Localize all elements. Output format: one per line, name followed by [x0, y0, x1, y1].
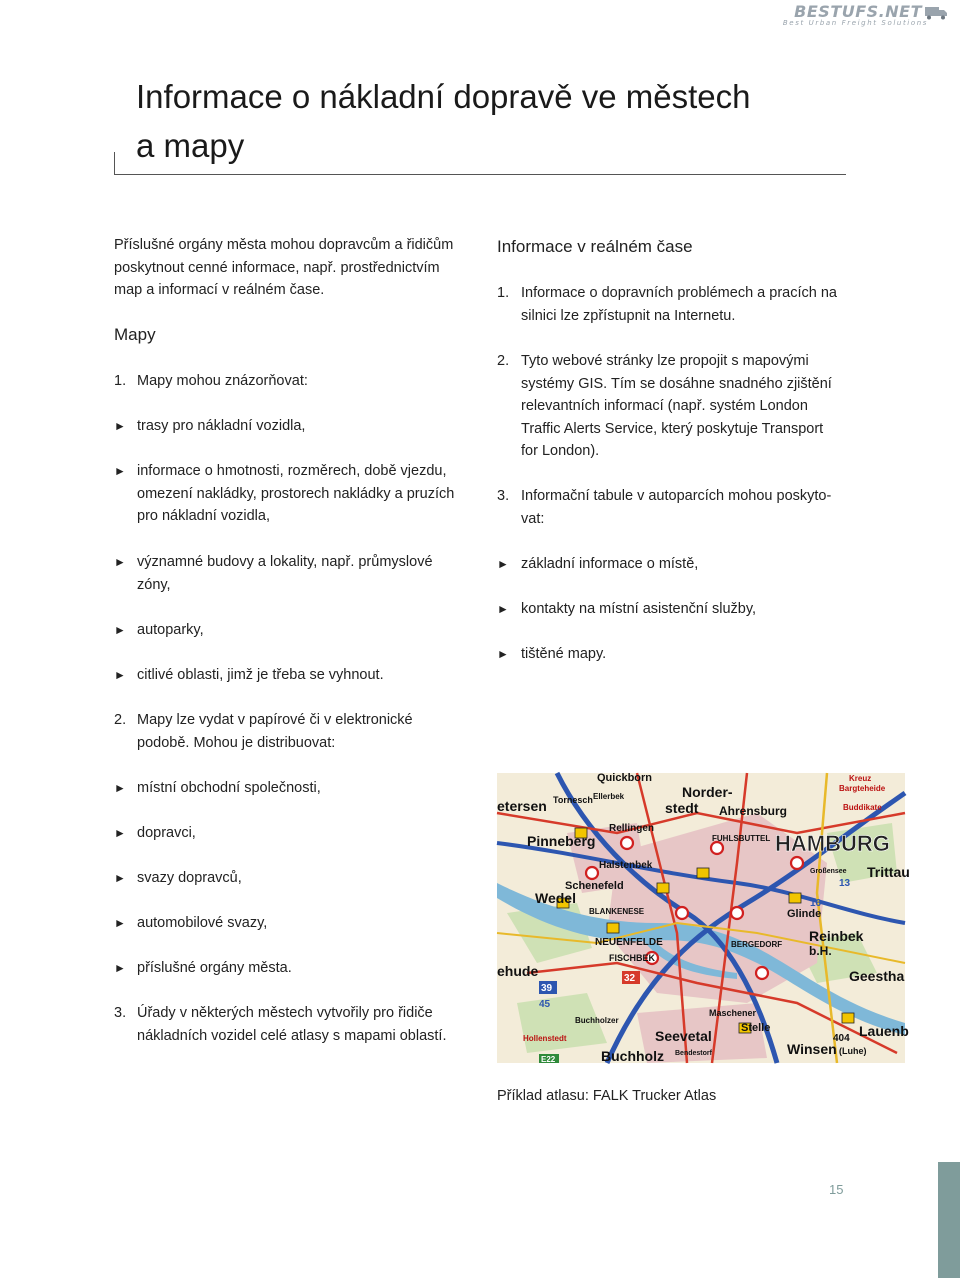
bestufs-logo: [778, 2, 948, 26]
list-number: 3.: [114, 1005, 127, 1021]
bullet-arrow-icon: ►: [114, 781, 126, 795]
map-label: Großensee: [810, 868, 847, 875]
bullet-item: ► kontakty na místní asistenční služby,: [497, 598, 857, 621]
map-label: Quickborn: [597, 772, 653, 784]
bullet-arrow-icon: ►: [114, 555, 126, 569]
bullet-item: ► informace o hmotnosti, rozměrech, době vjezdu, omezení nakládky, prostorech nakládky a pruzích pro nákladní vozidla,: [114, 460, 474, 528]
map-label: Wedel: [535, 890, 576, 906]
realtime-item-3: 3. Informační tabule v autoparcích mohou poskyto- vat:: [497, 485, 857, 530]
bullet-item: ► příslušné orgány města.: [114, 957, 474, 980]
map-label: Seevetal: [655, 1028, 712, 1044]
page-edge-bar: [938, 1162, 960, 1278]
list-number: 2.: [114, 712, 127, 728]
logo-wordmark: BESTUFS.NET: [794, 2, 922, 21]
map-label: Bargteheide: [839, 784, 886, 793]
map-label: 404: [833, 1033, 850, 1044]
truck-icon: [924, 4, 948, 20]
map-label: Lauenb: [859, 1023, 909, 1039]
map-label: BERGEDORF: [731, 940, 783, 949]
bullet-arrow-icon: ►: [114, 826, 126, 840]
bullet-arrow-icon: ►: [114, 961, 126, 975]
bullet-item: ► místní obchodní společnosti,: [114, 777, 474, 800]
logo-tagline: Best Urban Freight Solutions: [782, 19, 928, 27]
intro-paragraph: Příslušné orgány města mohou dopravcům a řidičům poskytnout cenné informace, např. prostřednictvím map a informací v reálném čase.: [114, 237, 454, 298]
map-label: E22: [541, 1055, 556, 1064]
hamburg-atlas-map: [497, 772, 910, 1064]
list-item-2: 2. Mapy lze vydat v papírové či v elektronické podobě. Mohou je distribuovat:: [114, 709, 474, 754]
bullet-item: ► základní informace o místě,: [497, 553, 857, 576]
maps-heading: Mapy: [114, 325, 156, 344]
map-label: 39: [541, 983, 553, 994]
bullet-arrow-icon: ►: [114, 668, 126, 682]
bullet-item: ► významné budovy a lokality, např. průmyslové zóny,: [114, 551, 474, 596]
list-item-1: [114, 370, 474, 393]
map-label: Buddikate: [843, 803, 882, 812]
map-label: 16: [810, 898, 822, 909]
bullet-item: ► autoparky,: [114, 619, 474, 642]
bullet-arrow-icon: ►: [114, 464, 126, 478]
map-label: Buchholz: [601, 1048, 664, 1064]
map-label: FUHLSBUTTEL: [712, 834, 771, 843]
map-label: Norder-: [682, 784, 733, 800]
map-label: Kreuz: [849, 774, 872, 783]
map-label: Pinneberg: [527, 833, 596, 849]
bullet-arrow-icon: ►: [114, 419, 126, 433]
page-title: [136, 72, 856, 170]
realtime-heading: Informace v reálném čase: [497, 237, 693, 256]
bullet-arrow-icon: ►: [114, 871, 126, 885]
bullet-arrow-icon: ►: [497, 557, 509, 571]
list-number: 1.: [114, 373, 127, 389]
map-label: 13: [839, 878, 851, 889]
map-label: FISCHBEK: [609, 953, 656, 963]
map-label: Reinbek: [809, 928, 864, 944]
map-label: Glinde: [787, 908, 822, 920]
map-label: stedt: [665, 800, 699, 816]
map-label: HAMBURG: [775, 831, 890, 856]
map-label: (Luhe): [839, 1046, 867, 1056]
map-label: b.H.: [809, 944, 832, 958]
bullet-item: ► trasy pro nákladní vozidla,: [114, 415, 474, 438]
title-divider-tick: [114, 152, 115, 174]
map-label: NEUENFELDE: [595, 937, 663, 948]
list-item-3: 3. Úřady v některých městech vytvořily pro řidiče nákladních vozidel celé atlasy s mapami oblastí.: [114, 1002, 484, 1047]
bullet-item: ► svazy dopravců,: [114, 867, 474, 890]
bullet-arrow-icon: ►: [114, 623, 126, 637]
map-graphic: [497, 772, 910, 1064]
map-label: Bendestorf: [675, 1050, 712, 1057]
map-label: Trittau: [867, 864, 910, 880]
bullet-item: ► dopravci,: [114, 822, 474, 845]
bullet-arrow-icon: ►: [497, 602, 509, 616]
map-label: Tornesch: [553, 795, 593, 805]
map-label: Ahrensburg: [719, 804, 788, 818]
title-divider: [114, 174, 846, 175]
map-label: Ellerbek: [593, 792, 625, 801]
map-label: Winsen: [787, 1041, 837, 1057]
bullet-item: ► tištěné mapy.: [497, 643, 857, 666]
map-label: Schenefeld: [565, 880, 624, 892]
map-label: etersen: [497, 798, 547, 814]
map-label: Rellingen: [609, 823, 655, 834]
page-number: 15: [829, 1182, 844, 1197]
bullet-item: ► citlivé oblasti, jimž je třeba se vyhnout.: [114, 664, 474, 687]
page-title-line-2: a mapy: [136, 127, 245, 164]
map-label: Stelle: [741, 1022, 771, 1034]
bullet-arrow-icon: ►: [114, 916, 126, 930]
bullet-item: ► automobilové svazy,: [114, 912, 474, 935]
map-label: Halstenbek: [599, 860, 653, 871]
bullet-arrow-icon: ►: [497, 647, 509, 661]
list-number: 2.: [497, 353, 510, 369]
list-number: 3.: [497, 488, 510, 504]
map-label: Maschener: [709, 1008, 757, 1018]
realtime-item-2: 2. Tyto webové stránky lze propojit s mapovými systémy GIS. Tím se dosáhne snadného zjištění relevantních informací (např. systém London Traffic Alerts Service, který poskytuje Transport for London).: [497, 350, 857, 463]
map-label: Buchholzer: [575, 1016, 619, 1025]
map-caption: Příklad atlasu: FALK Trucker Atlas: [497, 1087, 717, 1104]
realtime-item-1: 1. Informace o dopravních problémech a pracích na silnici lze zpřístupnit na Internetu.: [497, 282, 857, 327]
map-label: 32: [624, 973, 636, 984]
page-title-line-1: Informace o nákladní dopravě ve městech: [136, 78, 751, 115]
list-text: Mapy mohou znázorňovat:: [137, 373, 308, 389]
map-label: ehude: [497, 963, 539, 979]
map-label: Hollenstedt: [523, 1034, 567, 1043]
map-label: Geestha: [849, 968, 905, 984]
map-label: 45: [539, 999, 551, 1010]
map-label: BLANKENESE: [589, 907, 645, 916]
list-number: 1.: [497, 285, 510, 301]
